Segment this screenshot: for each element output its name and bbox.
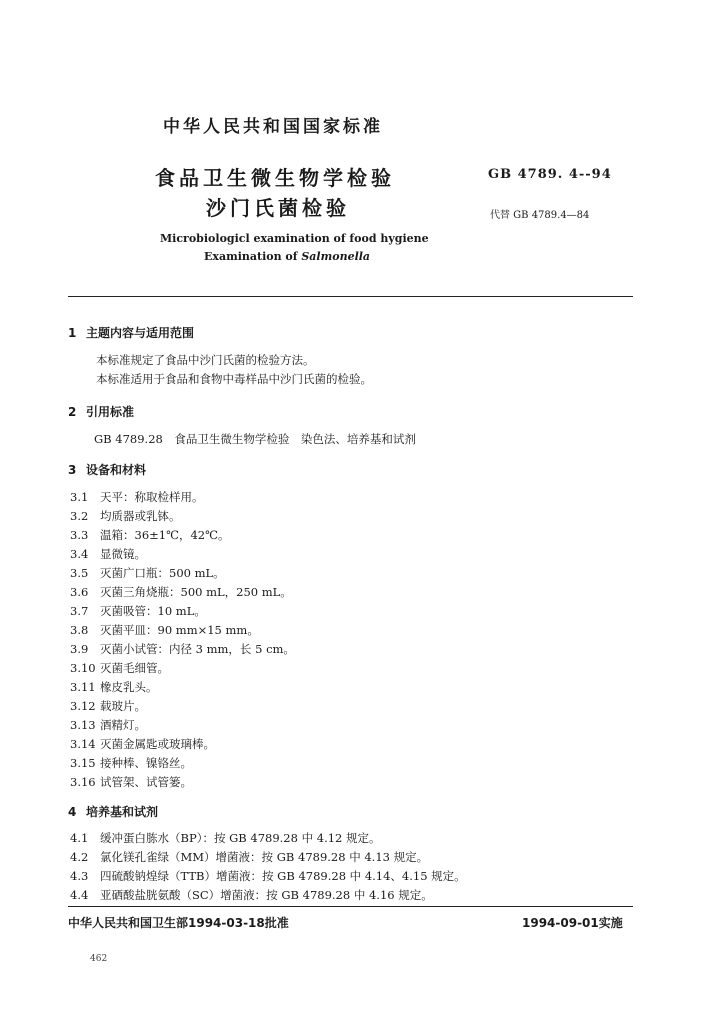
list-item [70, 527, 229, 543]
list-item [70, 660, 169, 676]
item-number: 3.11 [70, 680, 96, 694]
list-item [70, 546, 146, 562]
item-text: 亚硒酸盐胱氨酸（SC）增菌液：按 GB 4789.28 中 4.16 规定。 [100, 888, 433, 902]
item-text: 氯化镁孔雀绿（MM）增菌液：按 GB 4789.28 中 4.13 规定。 [100, 850, 429, 864]
list-item [70, 508, 181, 524]
item-text: 灭菌毛细管。 [100, 661, 169, 675]
item-number: 3.9 [70, 642, 89, 656]
list-item [70, 622, 259, 638]
item-number: 4.4 [70, 888, 89, 902]
list-item [70, 868, 466, 884]
item-number: 3.5 [70, 566, 89, 580]
english-title-italic: Salmonella [301, 250, 371, 263]
section-2-heading [68, 403, 134, 420]
section-1-heading [68, 324, 194, 341]
item-text: 温箱：36±1℃，42℃。 [100, 528, 230, 542]
item-number: 3.8 [70, 623, 89, 637]
section-title: 主题内容与适用范围 [86, 326, 195, 340]
item-text: 灭菌金属匙或玻璃棒。 [100, 737, 215, 751]
item-text: 灭菌广口瓶：500 mL。 [100, 566, 225, 580]
section-2-reference: GB 4789.28 食品卫生微生物学检验 染色法、培养基和试剂 [94, 432, 416, 446]
list-item [70, 565, 225, 581]
item-number: 3.7 [70, 604, 89, 618]
list-item [70, 774, 192, 790]
item-text: 四硫酸钠煌绿（TTB）增菌液：按 GB 4789.28 中 4.14、4.15 规定。 [100, 869, 466, 883]
section-1-paragraph-2: 本标准适用于食品和食物中毒样品中沙门氏菌的检验。 [96, 372, 372, 386]
page-number: 462 [90, 954, 108, 964]
list-item [70, 698, 146, 714]
section-title: 引用标准 [86, 405, 135, 419]
section-3-heading [68, 461, 146, 478]
section-number: 3 [68, 463, 77, 477]
item-text: 均质器或乳钵。 [100, 509, 181, 523]
section-number: 4 [68, 805, 77, 819]
list-item [70, 641, 295, 657]
title-line-2: 沙门氏菌检验 [206, 196, 350, 220]
english-title-line-2 [204, 250, 370, 263]
item-text: 试管架、试管篓。 [100, 775, 192, 789]
item-number: 3.12 [70, 699, 96, 713]
approval-line: 中华人民共和国卫生部1994-03-18批准 [68, 916, 289, 930]
item-text: 灭菌吸管：10 mL。 [100, 604, 206, 618]
list-item [70, 489, 204, 505]
header-rule [68, 296, 633, 297]
item-text: 显微镜。 [100, 547, 146, 561]
item-text: 载玻片。 [100, 699, 146, 713]
section-title: 培养基和试剂 [86, 805, 159, 819]
item-number: 3.14 [70, 737, 96, 751]
item-text: 灭菌小试管：内径 3 mm，长 5 cm。 [100, 642, 295, 656]
section-4-heading [68, 803, 158, 820]
item-number: 3.1 [70, 490, 89, 504]
item-text: 缓冲蛋白胨水（BP）：按 GB 4789.28 中 4.12 规定。 [100, 831, 381, 845]
standard-number: GB 4789. 4--94 [488, 167, 612, 182]
section-title: 设备和材料 [86, 463, 147, 477]
list-item [70, 717, 146, 733]
item-number: 3.4 [70, 547, 89, 561]
section-1-paragraph-1: 本标准规定了食品中沙门氏菌的检验方法。 [96, 353, 315, 367]
national-standard-heading: 中华人民共和国国家标准 [163, 117, 383, 137]
list-item [70, 584, 292, 600]
list-item [70, 887, 433, 903]
item-number: 4.3 [70, 869, 89, 883]
list-item [70, 736, 215, 752]
english-title-prefix: Examination of [204, 250, 302, 263]
section-number: 2 [68, 405, 77, 419]
item-number: 3.3 [70, 528, 89, 542]
footer-rule [68, 906, 633, 907]
item-number: 3.16 [70, 775, 96, 789]
item-number: 3.15 [70, 756, 96, 770]
item-number: 3.13 [70, 718, 96, 732]
item-text: 天平：称取检样用。 [100, 490, 204, 504]
list-item [70, 679, 158, 695]
list-item [70, 849, 428, 865]
item-number: 3.2 [70, 509, 89, 523]
item-number: 3.10 [70, 661, 96, 675]
item-number: 4.2 [70, 850, 89, 864]
item-text: 接种棒、镍铬丝。 [100, 756, 192, 770]
item-number: 3.6 [70, 585, 89, 599]
section-number: 1 [68, 326, 77, 340]
item-text: 橡皮乳头。 [100, 680, 158, 694]
implementation-line: 1994-09-01实施 [522, 916, 623, 930]
replaces-note: 代替 GB 4789.4—84 [490, 210, 590, 221]
item-number: 4.1 [70, 831, 89, 845]
list-item [70, 830, 381, 846]
list-item [70, 755, 192, 771]
item-text: 酒精灯。 [100, 718, 146, 732]
list-item [70, 603, 206, 619]
english-title-line-1: Microbiologicl examination of food hygiene [160, 232, 429, 245]
item-text: 灭菌平皿：90 mm×15 mm。 [100, 623, 259, 637]
item-text: 灭菌三角烧瓶：500 mL，250 mL。 [100, 585, 292, 599]
title-line-1: 食品卫生微生物学检验 [155, 166, 395, 190]
